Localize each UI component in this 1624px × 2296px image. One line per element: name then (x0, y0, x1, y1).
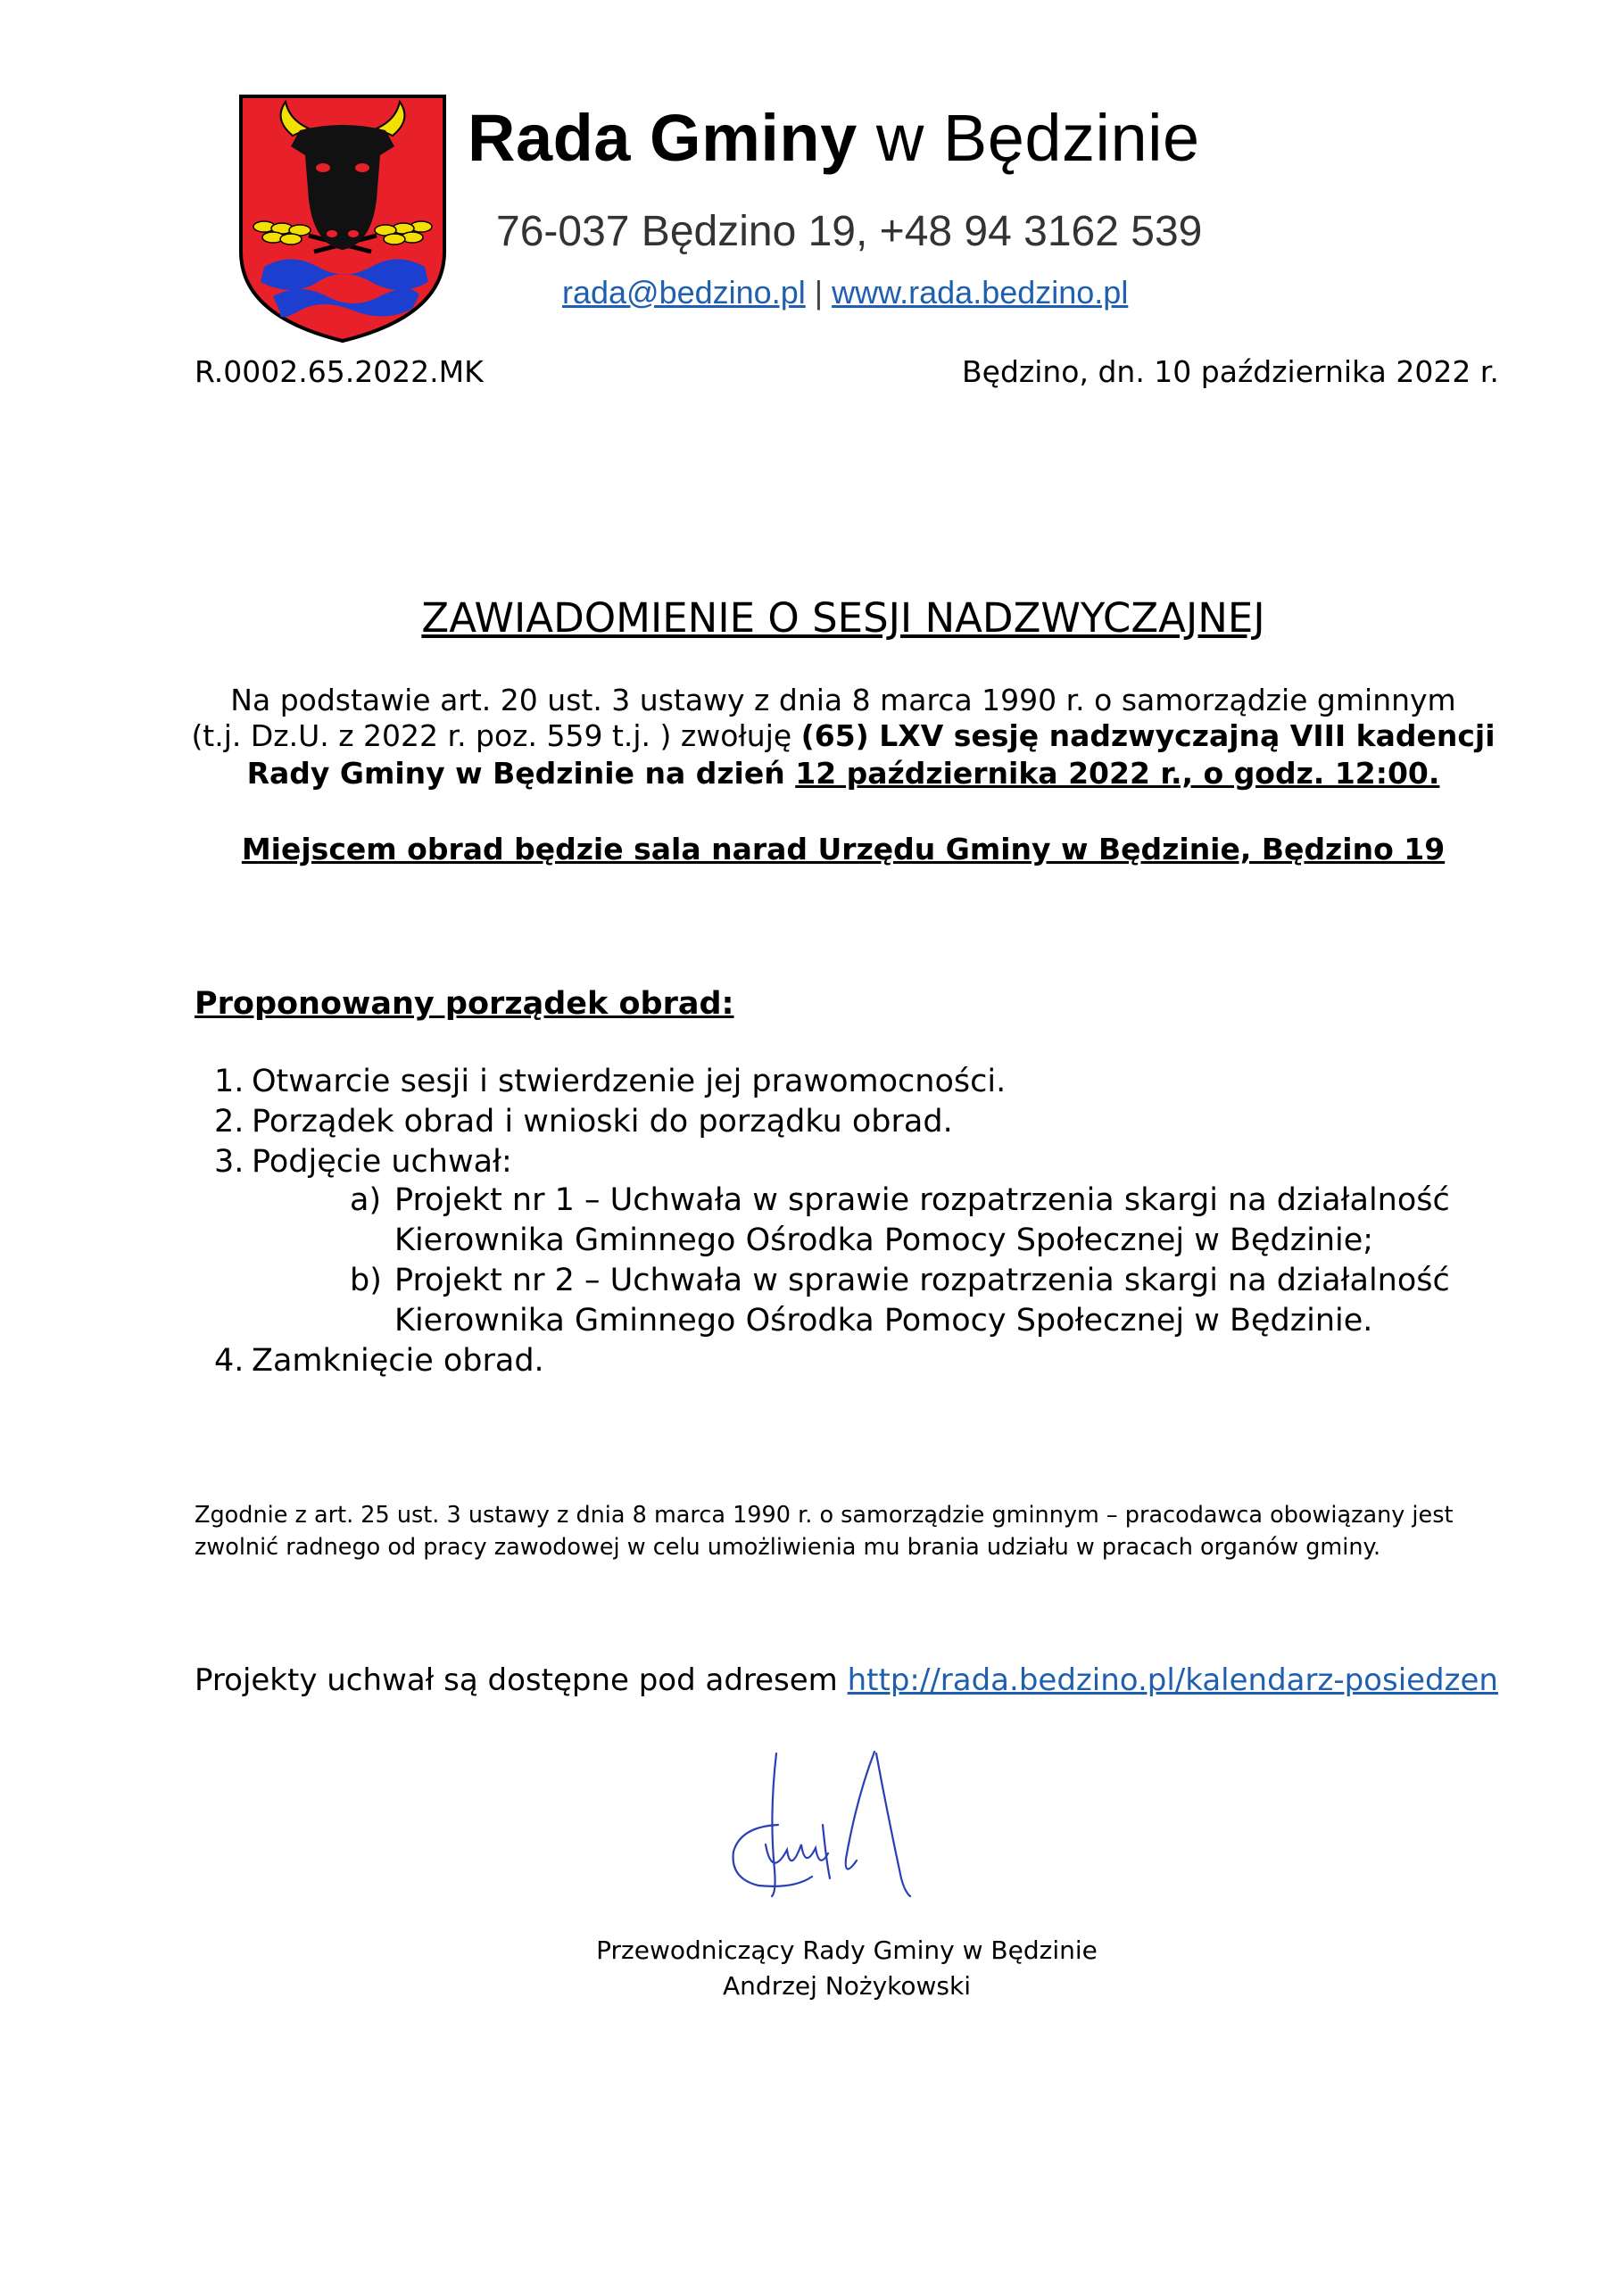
intro-line-2 (0, 718, 1624, 753)
session-body: Rady Gminy w Będzinie na dzień (246, 756, 796, 791)
agenda-item-number: 3. (214, 1144, 244, 1180)
session-datetime: 12 października 2022 r., o godz. 12:00. (795, 756, 1440, 791)
agenda-subitem-line-1: Projekt nr 2 – Uchwała w sprawie rozpatrzenia skargi na działalność (394, 1263, 1450, 1298)
session-number: (65) LXV sesję nadzwyczajną VIII kadencji (800, 718, 1496, 753)
agenda-item-text: Podjęcie uchwał: (252, 1144, 512, 1180)
projects-availability (195, 1662, 1498, 1698)
agenda-item-text: Zamknięcie obrad. (252, 1343, 544, 1379)
agenda-subitem-continuation: Kierownika Gminnego Ośrodka Pomocy Społecznej w Będzinie; (394, 1223, 1374, 1258)
agenda-item-text: Otwarcie sesji i stwierdzenie jej prawomocności. (252, 1064, 1007, 1099)
document-date: Będzino, dn. 10 października 2022 r. (962, 354, 1499, 389)
signatory-role: Przewodniczący Rady Gminy w Będzinie (596, 1935, 1098, 1965)
agenda-item (214, 1104, 953, 1140)
agenda-subitem (350, 1182, 1450, 1218)
agenda-item-number: 4. (214, 1343, 244, 1379)
agenda-subitem-letter: b) (350, 1263, 382, 1298)
org-title-rest: w Będzinie (857, 101, 1200, 175)
agenda-item (214, 1144, 512, 1180)
org-address: 76-037 Będzino 19, +48 94 3162 539 (496, 208, 1203, 255)
agenda-subitem-continuation: Kierownika Gminnego Ośrodka Pomocy Społecznej w Będzinie. (394, 1303, 1373, 1339)
agenda-subitem (350, 1265, 1450, 1297)
coat-of-arms-logo (237, 93, 448, 344)
org-title (468, 101, 1200, 175)
signatory-name: Andrzej Nożykowski (723, 1971, 971, 2001)
agenda-subitem-letter: a) (350, 1182, 382, 1218)
document-title: ZAWIADOMIENIE O SESJI NADZWYCZAJNEJ (421, 594, 1265, 642)
projects-link[interactable]: http://rada.bedzino.pl/kalendarz-posiedzen (847, 1662, 1498, 1698)
projects-text: Projekty uchwał są dostępne pod adresem (195, 1662, 848, 1698)
intro-line-3 (0, 756, 1624, 791)
org-contact-links (562, 274, 1129, 311)
agenda-subitem-line-1: Projekt nr 1 – Uchwała w sprawie rozpatrzenia skargi na działalność (394, 1182, 1450, 1218)
agenda-item (214, 1343, 544, 1379)
links-separator: | (814, 274, 824, 311)
legal-note: Zgodnie z art. 25 ust. 3 ustawy z dnia 8 marca 1990 r. o samorządzie gminnym – pracodawca obowiązany jest zwolnić radnego od pracy zawodowej w celu umożliwienia mu brania udziału w pracach organów gminy. (195, 1502, 1454, 1561)
agenda-item-number: 1. (214, 1064, 244, 1099)
handwritten-signature (723, 1745, 946, 1923)
intro-legal-basis: (t.j. Dz.U. z 2022 r. poz. 559 t.j. ) zwołuję (191, 718, 801, 753)
reference-number: R.0002.65.2022.MK (195, 354, 484, 389)
agenda-heading: Proponowany porządek obrad: (195, 986, 734, 1022)
intro-line-1: Na podstawie art. 20 ust. 3 ustawy z dnia 8 marca 1990 r. o samorządzie gminnym (230, 683, 1456, 717)
email-link[interactable]: rada@bedzino.pl (562, 274, 806, 311)
org-title-bold: Rada Gminy (468, 101, 858, 175)
agenda-item-text: Porządek obrad i wnioski do porządku obrad. (252, 1104, 953, 1140)
agenda-item (214, 1066, 1006, 1098)
agenda-item-number: 2. (214, 1104, 244, 1140)
meeting-place: Miejscem obrad będzie sala narad Urzędu Gminy w Będzinie, Będzino 19 (241, 832, 1446, 866)
website-link[interactable]: www.rada.bedzino.pl (832, 274, 1129, 311)
